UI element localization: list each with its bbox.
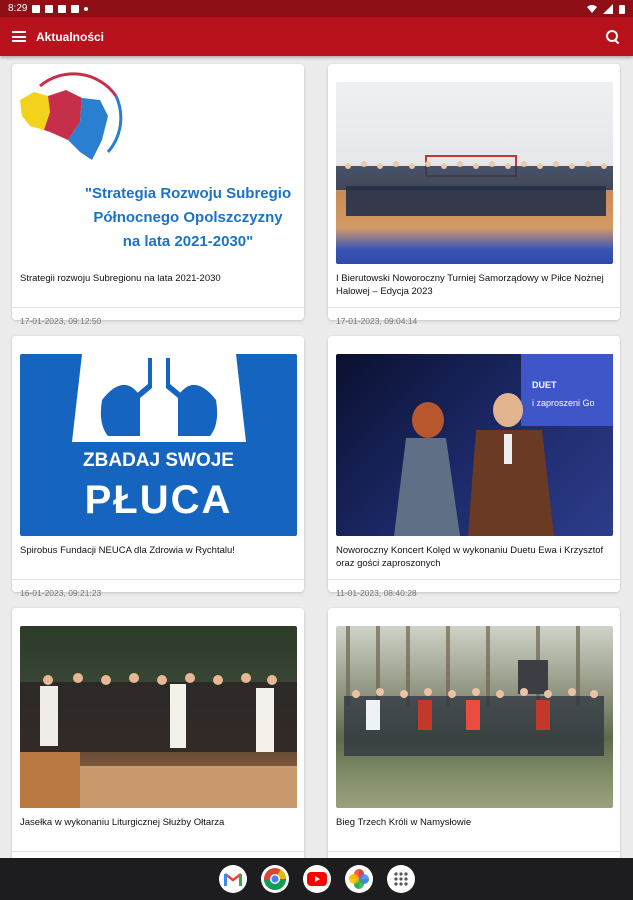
card-divider [12, 851, 304, 852]
lungs-line-1: ZBADAJ SWOJE [83, 450, 234, 471]
dot-icon [84, 7, 88, 11]
news-date: 17-01-2023, 09:12:50 [20, 316, 102, 326]
news-image-strategy [20, 82, 297, 264]
shield-icon [45, 5, 53, 13]
nativity-photo [20, 626, 297, 808]
strategy-line-3: na lata 2021-2030" [122, 233, 254, 250]
person-icon [71, 5, 79, 13]
gmail-icon[interactable] [219, 865, 247, 893]
news-title: Strategii rozwoju Subregionu na lata 2021-2030 [20, 273, 221, 284]
strategy-line-1: "Strategia Rozwoju Subregio [84, 185, 292, 202]
signal-icon [603, 4, 613, 14]
chrome-icon[interactable] [261, 865, 289, 893]
card-divider [328, 579, 620, 580]
news-title: I Bierutowski Noworoczny Turniej Samorządowy w Piłce Nożnej Halowej – Edycja 2023 [336, 273, 604, 297]
strategy-line-2: Północnego Opolszczyzny [93, 209, 283, 226]
strategy-headline [58, 182, 318, 254]
news-date: 16-01-2023, 09:21:23 [20, 588, 102, 598]
news-grid [0, 56, 633, 858]
lungs-line-2: PŁUCA [84, 478, 233, 522]
concert-banner-line-2: i zaproszeni Go [532, 398, 595, 408]
home-icon [58, 5, 66, 13]
news-card[interactable] [328, 608, 620, 864]
news-image-nativity [20, 626, 297, 808]
notification-icon [32, 5, 40, 13]
news-card[interactable] [12, 608, 304, 864]
card-divider [328, 851, 620, 852]
app-dock [0, 858, 633, 900]
menu-icon[interactable] [12, 31, 26, 42]
card-divider [328, 307, 620, 308]
page-title: Aktualności [36, 29, 105, 44]
concert-banner-line-1: DUET [532, 380, 557, 390]
concert-photo [336, 354, 613, 536]
app-bar [0, 17, 633, 56]
news-title: Spirobus Fundacji NEUCA dla Zdrowia w Rychtalu! [20, 545, 235, 556]
news-title: Noworoczny Koncert Kolęd w wykonaniu Duetu Ewa i Krzysztof oraz gości zaproszonych [336, 545, 604, 569]
news-image-run [336, 626, 613, 808]
card-divider [12, 307, 304, 308]
news-card[interactable] [12, 336, 304, 598]
status-time: 8:29 [8, 3, 28, 14]
card-divider [12, 579, 304, 580]
news-image-tournament [336, 82, 613, 264]
news-image-lungs [20, 354, 297, 536]
battery-icon [619, 4, 625, 14]
news-card[interactable] [328, 64, 620, 326]
search-icon[interactable] [605, 29, 621, 45]
news-image-concert [336, 354, 613, 536]
news-card[interactable] [328, 336, 620, 598]
news-card[interactable] [12, 64, 304, 326]
news-title: Bieg Trzech Króli w Namysłowie [336, 817, 472, 828]
status-bar [0, 0, 633, 17]
news-date: 11-01-2023, 08:40:28 [336, 588, 417, 598]
news-title: Jasełka w wykonaniu Liturgicznej Służby Ołtarza [20, 817, 225, 828]
youtube-icon[interactable] [303, 865, 331, 893]
app-drawer-icon[interactable] [387, 865, 415, 893]
run-photo [336, 626, 613, 808]
team-photo [336, 82, 613, 264]
photos-icon[interactable] [345, 865, 373, 893]
wifi-icon [587, 4, 597, 14]
news-date: 17-01-2023, 09:04:14 [336, 316, 418, 326]
